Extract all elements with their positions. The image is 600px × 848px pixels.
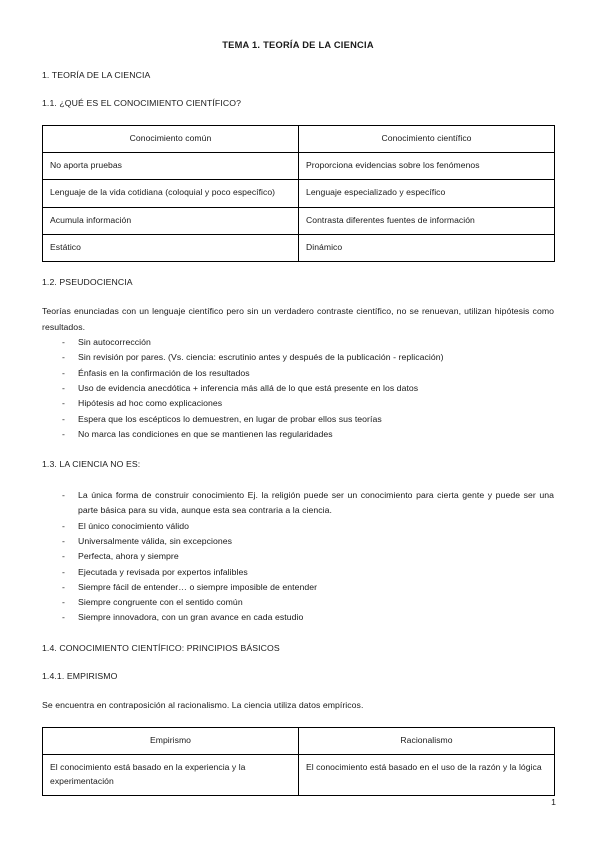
list-item-label: Siempre fácil de entender… o siempre imposible de entender xyxy=(78,581,318,592)
column-header-racionalismo: Racionalismo xyxy=(299,728,555,755)
bullet-dash-icon: - xyxy=(62,612,65,623)
table-row xyxy=(43,153,555,180)
table-cell: Contrasta diferentes fuentes de información xyxy=(299,207,555,234)
section-heading-1: 1. TEORÍA DE LA CIENCIA xyxy=(42,70,151,80)
table-row xyxy=(43,207,555,234)
section-heading-1-2: 1.2. PSEUDOCIENCIA xyxy=(42,277,133,288)
bullet-dash-icon: - xyxy=(62,428,65,439)
list-item xyxy=(42,350,554,365)
list-item-label: La única forma de construir conocimiento Ej. la religión puede ser un conocimiento para cierta gente y puede ser una parte básica para su vida, aunque esta sea contraria a la ciencia. xyxy=(78,490,554,516)
bullet-dash-icon: - xyxy=(62,566,65,577)
bullet-dash-icon: - xyxy=(62,490,65,501)
column-header-conocimiento-cientifico: Conocimiento científico xyxy=(299,126,555,153)
table-row xyxy=(43,755,555,795)
list-item xyxy=(42,412,554,427)
section-heading-1-4: 1.4. CONOCIMIENTO CIENTÍFICO: PRINCIPIOS BÁSICOS xyxy=(42,642,280,653)
section-heading-1-3: 1.3. LA CIENCIA NO ES: xyxy=(42,459,141,470)
table-empirismo xyxy=(42,727,555,796)
list-item xyxy=(42,335,554,350)
list-item xyxy=(42,580,554,595)
list-item-label: Énfasis en la confirmación de los resultados xyxy=(78,367,250,378)
list-item xyxy=(42,381,554,396)
list-item-label: Sin revisión por pares. (Vs. ciencia: escrutinio antes y después de la publicación - replicación) xyxy=(78,352,444,363)
table-conocimiento xyxy=(42,125,555,262)
list-item xyxy=(42,519,554,534)
list-item-label: Siempre congruente con el sentido común xyxy=(78,597,243,608)
table-cell: Lenguaje especializado y específico xyxy=(299,180,555,207)
bullet-dash-icon: - xyxy=(62,413,65,424)
page-title: TEMA 1. TEORÍA DE LA CIENCIA xyxy=(222,40,374,50)
list-item-label: Sin autocorrección xyxy=(78,337,151,348)
list-item-label: El único conocimiento válido xyxy=(78,520,190,531)
list-item-label: Perfecta, ahora y siempre xyxy=(78,551,179,562)
empirismo-intro-paragraph: Se encuentra en contraposición al racionalismo. La ciencia utiliza datos empíricos. xyxy=(42,699,364,710)
column-header-empirismo: Empirismo xyxy=(43,728,299,755)
bullet-dash-icon: - xyxy=(62,337,65,348)
table-cell: Estático xyxy=(43,234,299,261)
list-item xyxy=(42,427,554,442)
ciencia-no-es-list xyxy=(42,488,554,626)
table-cell: No aporta pruebas xyxy=(43,153,299,180)
bullet-dash-icon: - xyxy=(62,398,65,409)
list-item xyxy=(42,396,554,411)
table-cell: Lenguaje de la vida cotidiana (coloquial y poco específico) xyxy=(43,180,299,207)
column-header-conocimiento-comun: Conocimiento común xyxy=(43,126,299,153)
bullet-dash-icon: - xyxy=(62,367,65,378)
list-item-label: Ejecutada y revisada por expertos infalibles xyxy=(78,566,248,577)
list-item xyxy=(42,366,554,381)
list-item-label: Siempre innovadora, con un gran avance en cada estudio xyxy=(78,612,304,623)
table-cell: El conocimiento está basado en la experiencia y la experimentación xyxy=(43,755,299,795)
list-item xyxy=(42,610,554,625)
list-item-label: Espera que los escépticos lo demuestren, en lugar de probar ellos sus teorías xyxy=(78,413,382,424)
list-item-label: Uso de evidencia anecdótica + inferencia más allá de lo que está presente en los datos xyxy=(78,382,419,393)
table-cell: El conocimiento está basado en el uso de la razón y la lógica xyxy=(299,755,555,795)
bullet-dash-icon: - xyxy=(62,535,65,546)
table-row xyxy=(43,234,555,261)
list-item xyxy=(42,488,554,519)
list-item-label: Hipótesis ad hoc como explicaciones xyxy=(78,398,223,409)
bullet-dash-icon: - xyxy=(62,551,65,562)
list-item xyxy=(42,565,554,580)
table-cell: Proporciona evidencias sobre los fenómenos xyxy=(299,153,555,180)
section-heading-1-1: 1.1. ¿QUÉ ES EL CONOCIMIENTO CIENTÍFICO? xyxy=(42,98,242,108)
page-content xyxy=(42,0,554,796)
bullet-dash-icon: - xyxy=(62,520,65,531)
bullet-dash-icon: - xyxy=(62,382,65,393)
page-number: 1 xyxy=(551,797,556,807)
list-item xyxy=(42,549,554,564)
list-item-label: Universalmente válida, sin excepciones xyxy=(78,535,233,546)
bullet-dash-icon: - xyxy=(62,581,65,592)
pseudociencia-list xyxy=(42,335,554,442)
list-item-label: No marca las condiciones en que se mantienen las regularidades xyxy=(78,428,333,439)
table-header-row xyxy=(43,126,555,153)
section-heading-1-4-1: 1.4.1. EMPIRISMO xyxy=(42,670,118,681)
table-cell: Acumula información xyxy=(43,207,299,234)
bullet-dash-icon: - xyxy=(62,352,65,363)
table-cell: Dinámico xyxy=(299,234,555,261)
pseudociencia-intro-paragraph: Teorías enunciadas con un lenguaje científico pero sin un verdadero contraste científico, no se renuevan, utilizan hipótesis como resultados. xyxy=(42,306,554,332)
bullet-dash-icon: - xyxy=(62,597,65,608)
table-header-row xyxy=(43,728,555,755)
list-item xyxy=(42,534,554,549)
list-item xyxy=(42,595,554,610)
table-row xyxy=(43,180,555,207)
